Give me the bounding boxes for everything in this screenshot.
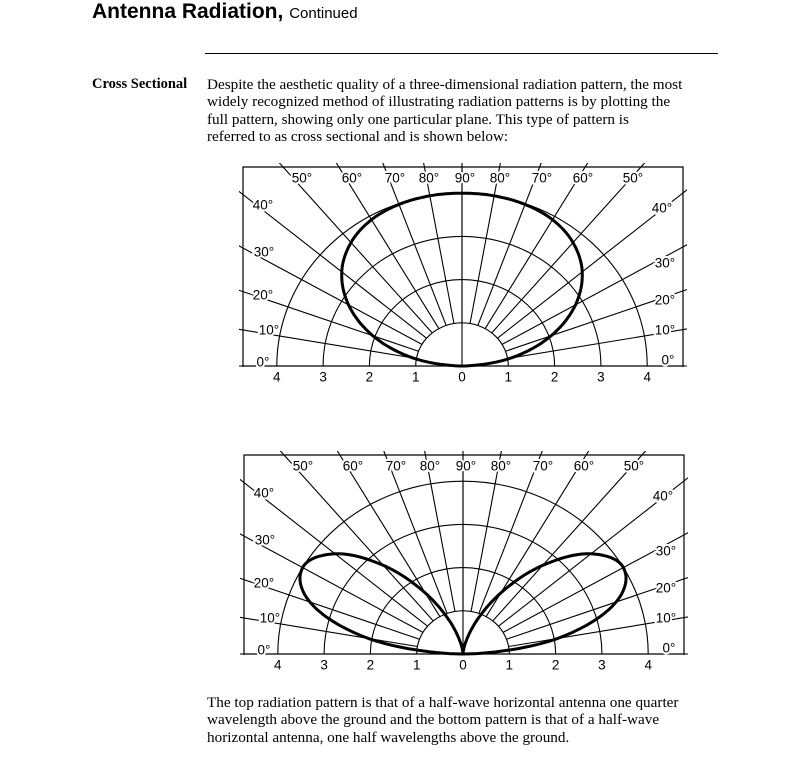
angle-label-right: 10° (654, 322, 676, 338)
angle-label-left: 20° (252, 287, 274, 303)
angle-label-left: 0° (257, 642, 271, 658)
radius-tick-label: 3 (597, 369, 605, 385)
radius-tick-label: 1 (412, 657, 421, 673)
chart-frame (243, 167, 683, 367)
radius-tick-label: 0 (458, 369, 466, 385)
angle-label-left: 10° (259, 610, 281, 626)
angle-label-right: 30° (654, 255, 676, 271)
polar-plot (237, 448, 697, 680)
radius-tick-label: 3 (320, 657, 328, 673)
intro-line: full pattern, showing only one particular plane. This type of pattern is (207, 110, 629, 128)
conclusion-paragraph (207, 694, 727, 746)
angle-label-right: 40° (652, 488, 674, 504)
radius-tick-label: 4 (643, 369, 651, 385)
angle-label-top: 50° (291, 170, 313, 186)
angle-label-top: 50° (623, 458, 645, 474)
radius-tick-label: 2 (365, 369, 374, 385)
radius-tick-label: 4 (273, 369, 281, 385)
section-label: Cross Sectional (92, 76, 188, 92)
angle-label-top: 90° (455, 458, 477, 474)
radius-tick-label: 3 (598, 657, 606, 673)
radius-tick-label: 1 (411, 369, 420, 385)
radiation-pattern-chart-half-wave (237, 448, 697, 680)
grid-radial-line (52, 298, 417, 358)
angle-label-right: 20° (655, 580, 677, 596)
angle-label-left: 40° (252, 197, 274, 213)
grid-radial-line (319, 1, 446, 326)
angle-label-top: 60° (341, 170, 363, 186)
radius-tick-label: 3 (319, 369, 327, 385)
grid-radial-line (497, 116, 781, 338)
angle-label-right: 30° (655, 543, 677, 559)
angle-label-left: 30° (254, 532, 276, 548)
radius-tick-label: 4 (644, 657, 652, 673)
radius-tick-label: 2 (551, 657, 560, 673)
angle-label-top: 70° (532, 458, 554, 474)
intro-line: Despite the aesthetic quality of a three-dimensional radiation pattern, the most (207, 76, 683, 93)
angle-label-right: 40° (651, 200, 673, 216)
angle-label-right: 0° (662, 640, 676, 656)
polar-plot (236, 160, 696, 392)
grid-radial-line (390, 0, 454, 323)
conclusion-line: The top radiation pattern is that of a half-wave horizontal antenna one quarter (207, 694, 679, 711)
angle-label-top: 80° (418, 170, 440, 186)
chart-labels (253, 171, 675, 385)
angle-label-left: 10° (258, 322, 280, 338)
page-title (92, 0, 358, 26)
angle-label-top: 70° (531, 170, 553, 186)
grid-radial-line (143, 116, 427, 338)
chart-frame (244, 455, 684, 655)
conclusion-line: wavelength above the ground and the bottom pattern is that of a half-wave (207, 711, 660, 729)
radius-tick-label: 1 (504, 369, 513, 385)
angle-label-left: 40° (253, 485, 275, 501)
intro-paragraph (207, 76, 727, 145)
angle-label-top: 80° (419, 458, 441, 474)
angle-label-right: 10° (655, 610, 677, 626)
section-divider (205, 53, 718, 54)
angle-label-top: 60° (342, 458, 364, 474)
angle-label-left: 0° (256, 354, 270, 370)
intro-line: referred to as cross sectional and is shown below: (207, 127, 509, 145)
angle-label-top: 70° (384, 170, 406, 186)
intro-line: widely recognized method of illustrating radiation patterns is by plotting the (207, 93, 671, 111)
angle-label-left: 20° (253, 575, 275, 591)
angle-label-top: 60° (572, 170, 594, 186)
page-title-continued: Continued (289, 5, 358, 22)
page-title-main: Antenna Radiation, (92, 0, 284, 23)
radius-tick-label: 4 (274, 657, 282, 673)
radiation-pattern-chart-quarter-wave (236, 160, 696, 392)
grid-radial-line (71, 521, 419, 639)
grid-radial-line (498, 404, 782, 626)
radius-tick-label: 2 (366, 657, 375, 673)
grid-radial-line (195, 356, 433, 621)
radius-tick-label: 1 (505, 657, 514, 673)
angle-label-top: 80° (490, 458, 512, 474)
angle-label-right: 20° (654, 292, 676, 308)
angle-label-left: 30° (253, 244, 275, 260)
conclusion-line: horizontal antenna, one half wavelengths above the ground. (207, 728, 570, 746)
angle-label-top: 70° (385, 458, 407, 474)
grid-radial-line (470, 0, 534, 323)
angle-label-top: 90° (454, 170, 476, 186)
radius-tick-label: 2 (550, 369, 559, 385)
angle-label-top: 60° (573, 458, 595, 474)
angle-label-right: 0° (661, 352, 675, 368)
grid-radial-line (70, 233, 418, 351)
angle-label-top: 50° (292, 458, 314, 474)
grid-radial-line (144, 404, 428, 626)
grid-radial-line (478, 1, 605, 326)
radius-tick-label: 0 (459, 657, 467, 673)
angle-label-top: 80° (489, 170, 511, 186)
grid-radial-line (490, 356, 731, 621)
angle-label-top: 50° (622, 170, 644, 186)
